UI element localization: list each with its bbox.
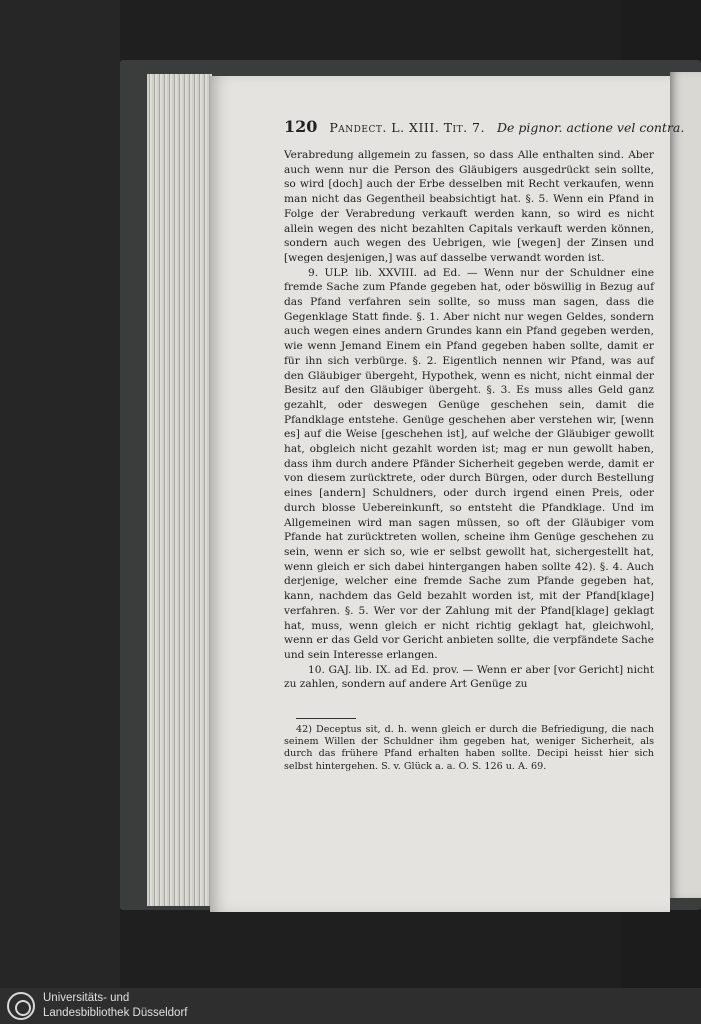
library-name-line2: Landesbibliothek Düsseldorf [43,1007,188,1019]
library-name-line1: Universitäts- und [43,992,130,1004]
footnote-42: 42) Deceptus sit, d. h. wenn gleich er durch die Befriedigung, die nach seinem Willen der Schuldner ihm gegeben hat, weniger Sicherheit, als durch das frühere Pfand erhalten haben sollte. Decipi heisst hier sich selbst hintergehen. S. v. Glück a. a. O. S. 126 u. A. 69. [284,724,654,772]
paragraph-3: 10. GAJ. lib. IX. ad Ed. prov. — Wenn er aber [vor Gericht] nicht zu zahlen, sondern auf andere Art Genüge zu [284,663,654,691]
footnote-rule [296,718,356,719]
library-name[interactable] [43,991,187,1021]
footnotes [284,724,654,773]
running-title: Pandect. L. XIII. Tit. 7. [329,120,485,135]
paragraph-1: Verabredung allgemein zu fassen, so dass Alle enthalten sind. Aber auch wenn nur die Person des Gläubigers ausgedrückt sein sollte, so wird [doch] auch der Erbe desselben mit Recht verkaufen, wenn man nicht das Gegentheil beabsichtigt hat. §. 5. Wenn ein Pfand in Folge der Verabredung verkauft werden kann, so wird es nicht allein wegen des nicht bezahlten Capitals verkauft werden können, sondern auch wegen des Uebrigen, wie [wegen] der Zinsen und [wegen desjenigen,] was auf dasselbe verwandt worden ist. [284,149,654,264]
facing-page-edge [670,72,701,898]
library-footer [0,988,701,1024]
running-header [284,117,685,137]
body-text [284,148,654,708]
background-left [0,0,120,988]
page-edges [147,74,212,906]
section-title: De pignor. actione vel contra. [496,120,685,135]
library-logo-icon[interactable] [7,992,35,1020]
paragraph-2: 9. ULP. lib. XXVIII. ad Ed. — Wenn nur der Schuldner eine fremde Sache zum Pfande gegeben hat, oder böswillig in Bezug auf das Pfand verfahren sein sollte, so muss man sagen, dass die Gegenklage Statt finde. §. 1. Aber nicht nur wegen Geldes, sondern auch wegen eines andern Grundes kann ein Pfand gegeben werden, wie wenn Jemand Einem ein Pfand gegeben haben sollte, damit er für ihn sich verbürge. §. 2. Eigentlich nennen wir Pfand, was auf den Gläubiger übergeht, Hypothek, wenn es nicht, nicht einmal der Besitz auf den Gläubiger übergeht. §. 3. Es muss alles Geld ganz gezahlt, oder deswegen Genüge geschehen sein, damit die Pfandklage entstehe. Genüge geschehen aber verstehen wir, [wenn es] auf die Weise [geschehen ist], auf welche der Gläubiger gewollt hat, obgleich nicht gezahlt worden ist; mag er nun gewollt haben, dass ihm durch andere Pfänder Sicherheit gegeben werde, damit er von diesem zurücktrete, oder durch Bürgen, oder durch Bestellung eines [andern] Schuldners, oder durch irgend einen Preis, oder durch blosse Uebereinkunft, so entsteht die Pfandklage. Und im Allgemeinen wird man sagen müssen, so oft der Gläubiger vom Pfande hat zurücktreten wollen, scheine ihm Genüge geschehen zu sein, wenn er sich so, wie er selbst gewollt hat, sichergestellt hat, wenn gleich er sich dabei hintergangen haben sollte 42). §. 4. Auch derjenige, welcher eine fremde Sache zum Pfande gegeben hat, kann, nachdem das Geld bezahlt worden ist, mit der Pfand[klage] verfahren. §. 5. Wer vor der Zahlung mit der Pfand[klage] geklagt hat, muss, wenn gleich er nicht richtig geklagt hat, gleichwohl, wenn er das Geld vor Gericht anbieten sollte, die verpfändete Sache und sein Interesse erlangen. [284,266,654,661]
page-number: 120 [284,117,318,136]
